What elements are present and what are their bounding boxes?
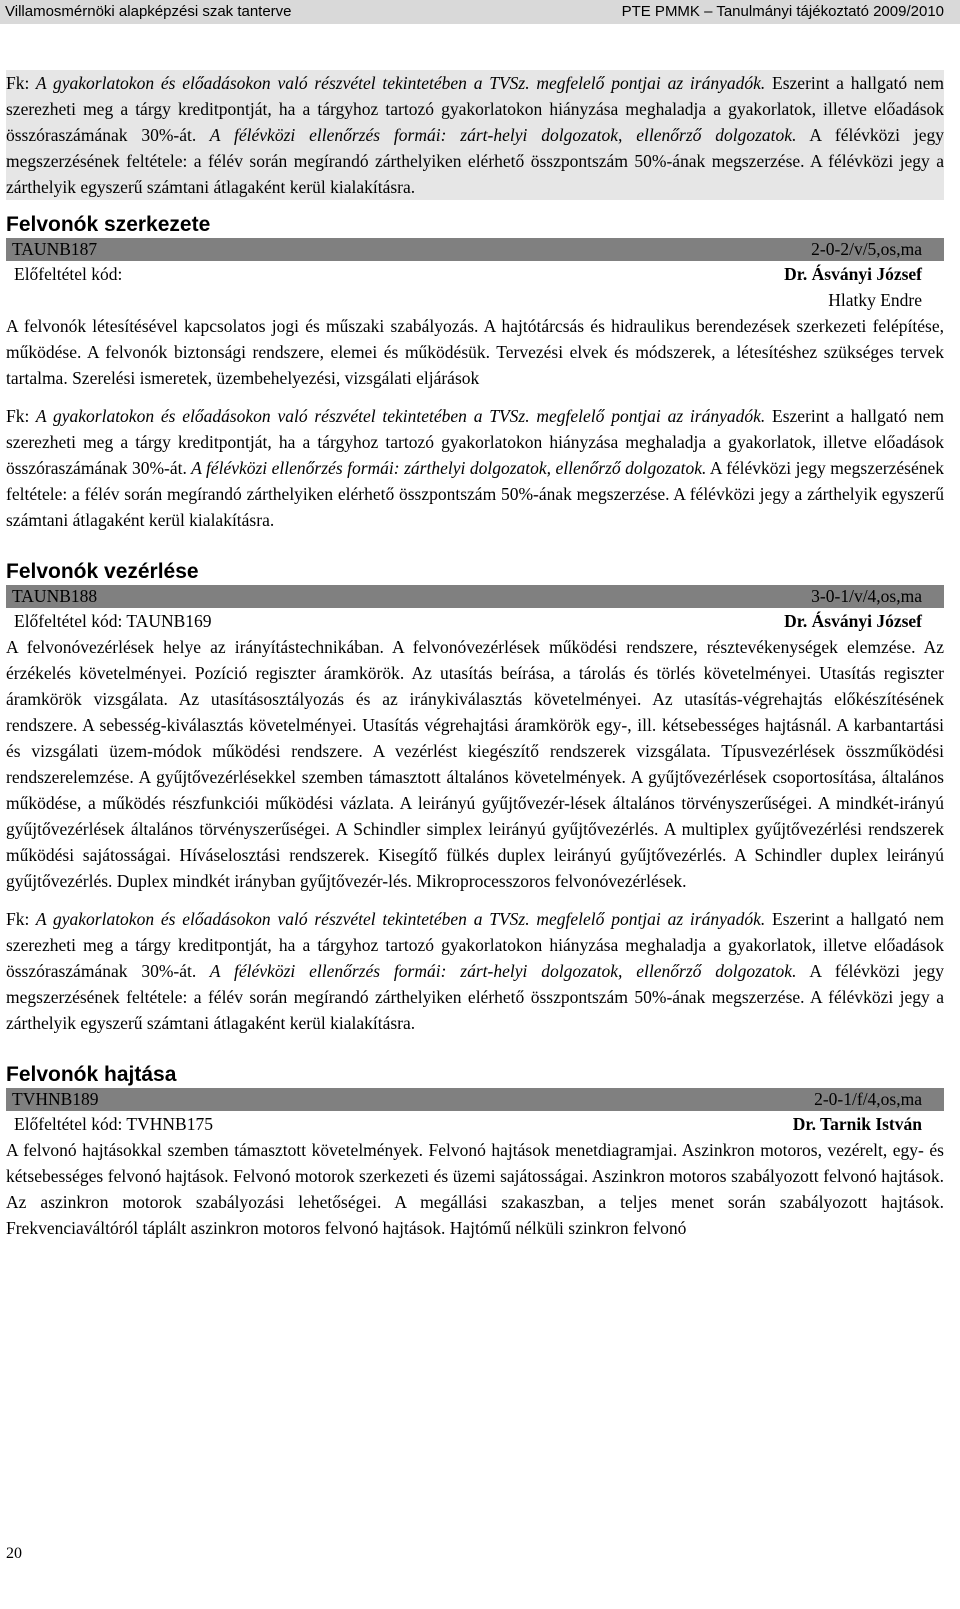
running-header xyxy=(0,0,960,24)
course-lecturer-2: Hlatky Endre xyxy=(828,290,922,310)
course-description: A felvonó hajtásokkal szemben támasztott követelmények. Felvonó hajtások menetdiagramjai. Aszinkron motoros, vezérelt, egy- és kétsebességes felvonó hajtások. Felvonó motorok szerkezeti és üzemi sajátosságai. Aszinkron motoros szabályozott felvonó hajtások. Az aszinkron motorok szabályozási lehetőségei. A megállási szakaszban, a teljes menet során szabályozott hajtások. Frekvenciaváltóról táplált aszinkron motoros felvonó hajtások. Hajtómű nélküli szinkron felvonó xyxy=(6,1140,944,1238)
page-number: 20 xyxy=(6,1545,22,1562)
course-meta-row xyxy=(6,261,944,287)
header-left: Villamosmérnöki alapképzési szak tanterve xyxy=(5,3,292,20)
course-meta-row xyxy=(6,1111,944,1137)
course-title: Felvonók szerkezete xyxy=(6,213,211,236)
course-lecturer: Dr. Ásványi József xyxy=(784,264,922,284)
fk-label: Fk: xyxy=(6,73,30,93)
fk-text-italic-2: A félévközi ellenőrzés formái: zárthelyi dolgozatok, ellenőrző dolgozatok. xyxy=(186,458,707,478)
header-right: PTE PMMK – Tanulmányi tájékoztató 2009/2010 xyxy=(621,3,944,20)
course-section xyxy=(6,212,944,533)
course-title: Felvonók hajtása xyxy=(6,1063,177,1086)
course-lecturer: Dr. Ásványi József xyxy=(784,611,922,631)
fk-text: Eszerint a hallgató nem szerezheti meg a tárgy kreditpontját, ha a tárgyhoz tartozó gyakorlatokon hiányzása meghaladja a gyakorlatok, illetve előadások összóraszámának 30%-át. xyxy=(6,406,944,478)
course-section xyxy=(6,559,944,1036)
fk-label: Fk: xyxy=(6,909,30,929)
course-code-bar xyxy=(6,238,944,261)
fk-text-italic-2: A félévközi ellenőrzés formái: zárt-helyi dolgozatok, ellenőrző dolgozatok. xyxy=(196,125,797,145)
course-code: TVHNB189 xyxy=(12,1089,99,1109)
course-code: TAUNB187 xyxy=(12,239,98,259)
course-credits: 2-0-1/f/4,os,ma xyxy=(814,1089,922,1109)
course-title: Felvonók vezérlése xyxy=(6,560,199,583)
fk-text-2: A félévközi jegy megszerzésének feltétele: a félév során megírandó zárthelyiken elérhető összpontszám 50%-ának megszerzése. A félévközi jegy a zárthelyik egyszerű számtani átlagaként kerül kialakításra. xyxy=(6,125,944,197)
fk-text-2: A félévközi jegy megszerzésének feltétele: a félév során megírandó zárthelyiken elérhető összpontszám 50%-ának megszerzése. A félévközi jegy a zárthelyik egyszerű számtani átlagaként kerül kialakításra. xyxy=(6,458,944,530)
fk-text: Eszerint a hallgató nem szerezheti meg a tárgy kreditpontját, ha a tárgyhoz tartozó gyakorlatokon hiányzása meghaladja a gyakorlatok, illetve előadások összóraszámának 30%-át. xyxy=(6,909,944,981)
course-code: TAUNB188 xyxy=(12,586,98,606)
fk-text-italic: A gyakorlatokon és előadásokon való részvétel tekintetében a TVSz. megfelelő pontjai az irányadók. xyxy=(29,909,766,929)
course-code-bar xyxy=(6,1088,944,1111)
course-prereq: Előfeltétel kód: TAUNB169 xyxy=(14,611,212,631)
fk-text-italic-2: A félévközi ellenőrzés formái: zárt-helyi dolgozatok, ellenőrző dolgozatok. xyxy=(196,961,797,981)
fk-paragraph xyxy=(6,403,944,533)
course-meta-row xyxy=(6,608,944,634)
course-lecturer: Dr. Tarnik István xyxy=(792,1114,922,1134)
fk-text-italic: A gyakorlatokon és előadásokon való részvétel tekintetében a TVSz. megfelelő pontjai az irányadók. xyxy=(29,73,766,93)
course-credits: 2-0-2/v/5,os,ma xyxy=(811,239,922,259)
fk-text-italic: A gyakorlatokon és előadásokon való részvétel tekintetében a TVSz. megfelelő pontjai az irányadók. xyxy=(29,406,766,426)
course-prereq: Előfeltétel kód: xyxy=(14,264,123,284)
course-description: A felvonók létesítésével kapcsolatos jogi és műszaki szabályozás. A hajtótárcsás és hidraulikus berendezések szerkezeti felépítése, működése. A felvonók biztonsági rendszere, elemei és működésük. Tervezési elvek és módszerek, a létesítéshez szükséges tervek tartalma. Szerelési ismeretek, üzembehelyezési, vizsgálati eljárások xyxy=(6,316,944,388)
content xyxy=(6,70,944,1241)
fk-paragraph xyxy=(6,70,944,200)
course-code-bar xyxy=(6,585,944,608)
course-description: A felvonóvezérlések helye az irányítástechnikában. A felvonóvezérlések működési rendszere, résztevékenységek elemzése. Az érzékelés követelményei. Pozíció regiszter áramkörök. Az utasítás beírása, a tárolás és törlés követelményei. Utasítás regiszter áramkörök vizsgálata. Az utasításosztályozás és az iránykiválasztás követelményei. Az utasítás-végrehajtás előkészítésének rendszere. A sebesség-kiválasztás követelményei. Utasítás végrehajtási áramkörök egy-, ill. kétsebességes hajtásnál. A karbantartási és vizsgálati üzem-módok működési rendszere. A vezérlést kiegészítő rendszerek vizsgálata. Típusvezérlések összműködési rendszerelemzése. A gyűjtővezérlésekkel szemben támasztott általános követelmények. A gyűjtővezérlések csoportosítása, általános működése, a működés részfunkciói működési vázlata. A leirányú gyűjtővezér-lések általános törvényszerűségei. A mindkét-irányú gyűjtővezérlések általános törvényszerűségei. A Schindler simplex leirányú gyűjtővezérlés. A multiplex gyűjtővezérlési rendszerek működési sajátosságai. Híváselosztási rendszerek. Kisegítő fülkés duplex leirányú gyűjtővezérlés. A Schindler duplex leirányú gyűjtővezérlés. Duplex mindkét irányban gyűjtővezér-lés. Mikroprocesszoros felvonóvezérlések. xyxy=(6,637,944,891)
fk-text: Eszerint a hallgató nem szerezheti meg a tárgy kreditpontját, ha a tárgyhoz tartozó gyakorlatokon hiányzása meghaladja a gyakorlatok, illetve előadások összóraszámának 30%-át. xyxy=(6,73,944,145)
course-prereq: Előfeltétel kód: TVHNB175 xyxy=(14,1114,213,1134)
fk-label: Fk: xyxy=(6,406,30,426)
fk-paragraph xyxy=(6,906,944,1036)
course-meta-row-2 xyxy=(6,287,944,313)
course-credits: 3-0-1/v/4,os,ma xyxy=(811,586,922,606)
course-section xyxy=(6,1062,944,1241)
fk-text-2: A félévközi jegy megszerzésének feltétele: a félév során megírandó zárthelyiken elérhető összpontszám 50%-ának megszerzése. A félévközi jegy a zárthelyik egyszerű számtani átlagaként kerül kialakításra. xyxy=(6,961,944,1033)
